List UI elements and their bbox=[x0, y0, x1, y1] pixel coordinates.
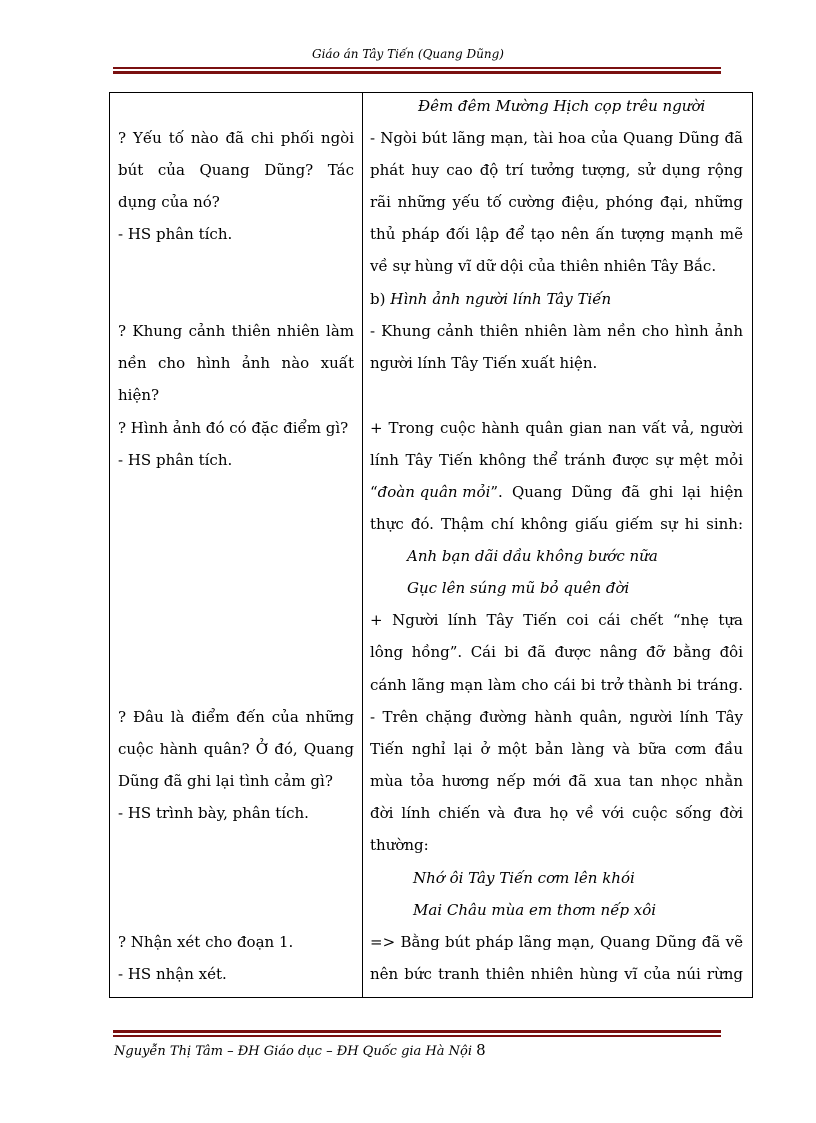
poem-line: Gục lên súng mũ bỏ quên đời bbox=[407, 579, 630, 597]
content-line: thủ pháp đối lập để tạo nên ấn tượng mạnh mẽ bbox=[370, 225, 743, 243]
left-line: - HS trình bày, phân tích. bbox=[118, 804, 309, 822]
page-header-title: Giáo án Tây Tiến (Quang Dũng) bbox=[312, 47, 504, 61]
content-line: => Bằng bút pháp lãng mạn, Quang Dũng đã vẽ bbox=[370, 933, 743, 951]
section-heading bbox=[370, 289, 611, 309]
quote-phrase: đoàn quân mỏi bbox=[377, 483, 491, 501]
content-line: lính Tây Tiến không thể tránh được sự mệt mỏi bbox=[370, 451, 743, 469]
page-number: 8 bbox=[476, 1041, 486, 1059]
quote-rest: ”. Quang Dũng đã ghi lại hiện bbox=[490, 483, 743, 501]
content-line: rãi những yếu tố cường điệu, phóng đại, những bbox=[370, 193, 743, 211]
left-line: ? Khung cảnh thiên nhiên làm bbox=[118, 322, 354, 340]
content-line: lông hồng”. Cái bi đã được nâng đỡ bằng đôi bbox=[370, 643, 743, 661]
teacher-question-column bbox=[110, 93, 363, 998]
content-column bbox=[363, 93, 753, 998]
section-title: Hình ảnh người lính Tây Tiến bbox=[390, 290, 612, 308]
content-line: - Ngòi bút lãng mạn, tài hoa của Quang Dũng đã bbox=[370, 129, 743, 147]
left-line: - HS nhận xét. bbox=[118, 965, 227, 983]
content-line: nên bức tranh thiên nhiên hùng vĩ của núi rừng bbox=[370, 965, 743, 983]
content-line: người lính Tây Tiến xuất hiện. bbox=[370, 354, 598, 372]
content-line: Tiến nghỉ lại ở một bản làng và bữa cơm đầu bbox=[370, 740, 743, 758]
footer-rule-thick bbox=[113, 1030, 721, 1033]
left-line: ? Đâu là điểm đến của những bbox=[118, 708, 354, 726]
content-line: + Người lính Tây Tiến coi cái chết “nhẹ tựa bbox=[370, 611, 743, 629]
left-line: bút của Quang Dũng? Tác bbox=[118, 161, 354, 179]
content-line: + Trong cuộc hành quân gian nan vất vả, người bbox=[370, 419, 743, 437]
content-line: cánh lãng mạn làm cho cái bi trở thành bi tráng. bbox=[370, 676, 743, 694]
left-line: Dũng đã ghi lại tình cảm gì? bbox=[118, 772, 333, 790]
left-line: nền cho hình ảnh nào xuất bbox=[118, 354, 354, 372]
header-rule-thick bbox=[113, 71, 721, 74]
content-line: thường: bbox=[370, 836, 429, 854]
left-line: ? Nhận xét cho đoạn 1. bbox=[118, 933, 294, 951]
content-line: - Trên chặng đường hành quân, người lính Tây bbox=[370, 708, 743, 726]
poem-line: Anh bạn dãi dầu không bước nữa bbox=[407, 547, 658, 565]
page-footer bbox=[114, 1041, 486, 1059]
left-line: - HS phân tích. bbox=[118, 451, 233, 469]
left-line: ? Hình ảnh đó có đặc điểm gì? bbox=[118, 419, 349, 437]
content-line: về sự hùng vĩ dữ dội của thiên nhiên Tây Bắc. bbox=[370, 257, 717, 275]
section-label: b) bbox=[370, 290, 391, 308]
left-line: - HS phân tích. bbox=[118, 225, 233, 243]
header-rule-thin bbox=[113, 67, 721, 69]
content-line: thực đó. Thậm chí không giấu giếm sự hi sinh: bbox=[370, 515, 743, 533]
footer-rule-thin bbox=[113, 1035, 721, 1037]
lesson-table bbox=[109, 92, 753, 998]
quote-open: “ bbox=[370, 483, 378, 501]
content-line: đời lính chiến và đưa họ về với cuộc sống đời bbox=[370, 804, 743, 822]
content-line-quote bbox=[370, 482, 743, 502]
poem-line: Nhớ ôi Tây Tiến cơm lên khói bbox=[413, 869, 635, 887]
content-line: phát huy cao độ trí tưởng tượng, sử dụng rộng bbox=[370, 161, 743, 179]
content-line: - Khung cảnh thiên nhiên làm nền cho hình ảnh bbox=[370, 322, 743, 340]
content-line: mùa tỏa hương nếp mới đã xua tan nhọc nhằn bbox=[370, 772, 743, 790]
poem-line: Đêm đêm Mường Hịch cọp trêu người bbox=[418, 97, 706, 115]
left-line: cuộc hành quân? Ở đó, Quang bbox=[118, 740, 354, 758]
poem-line: Mai Châu mùa em thơm nếp xôi bbox=[413, 901, 657, 919]
left-line: hiện? bbox=[118, 386, 160, 404]
left-line: ? Yếu tố nào đã chi phối ngòi bbox=[118, 129, 354, 147]
left-line: dụng của nó? bbox=[118, 193, 220, 211]
footer-author: Nguyễn Thị Tâm – ĐH Giáo dục – ĐH Quốc gia Hà Nội bbox=[114, 1044, 473, 1059]
